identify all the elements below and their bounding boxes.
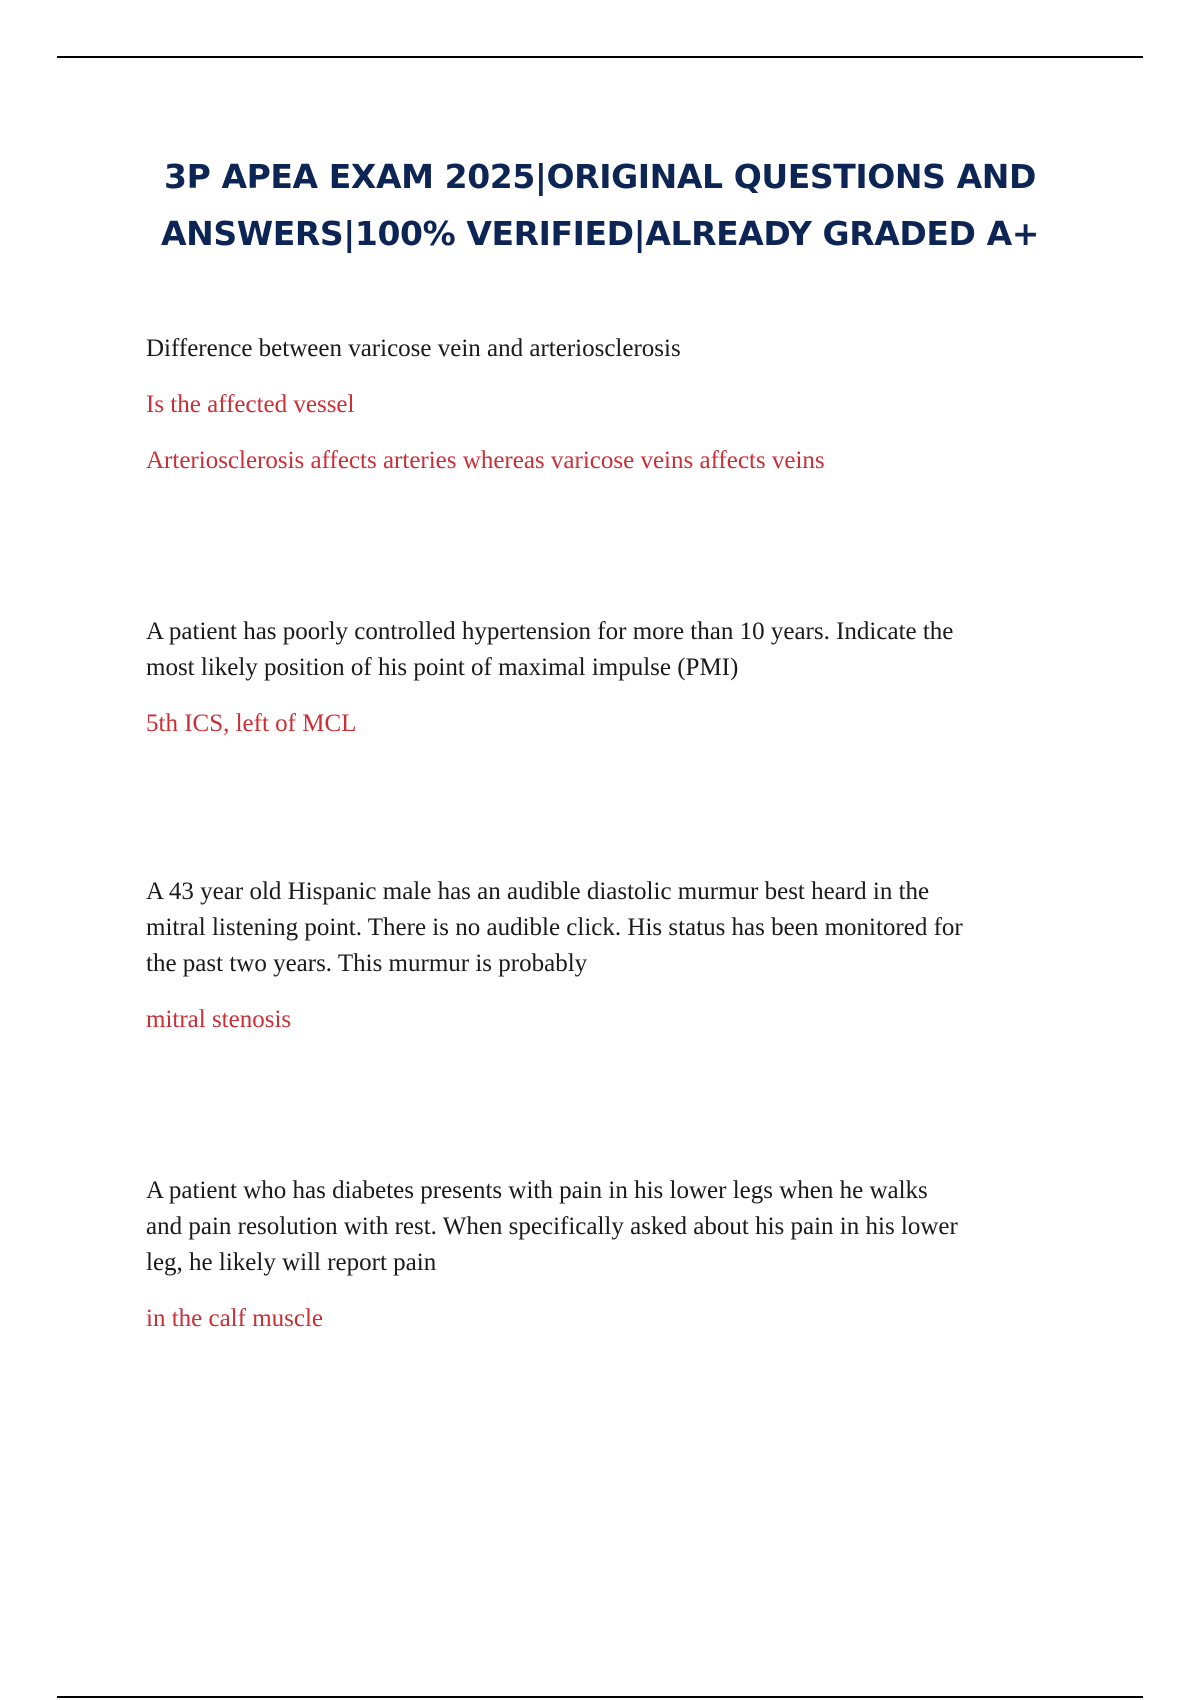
answer-1b: Arteriosclerosis affects arteries whereas varicose veins affects veins [146, 447, 825, 474]
question-3-line-1: A 43 year old Hispanic male has an audible diastolic murmur best heard in the [146, 878, 930, 905]
question-1: Difference between varicose vein and arteriosclerosis [146, 335, 681, 362]
question-2-line-1: A patient has poorly controlled hypertension for more than 10 years. Indicate the [146, 618, 954, 645]
document-title [100, 148, 1100, 262]
answer-3: mitral stenosis [146, 1006, 292, 1033]
title-line-1: 3P APEA EXAM 2025|ORIGINAL QUESTIONS AND [164, 157, 1036, 196]
top-horizontal-rule [57, 56, 1143, 58]
title-line-2: ANSWERS|100% VERIFIED|ALREADY GRADED A+ [161, 214, 1039, 253]
question-2 [146, 614, 1096, 686]
qa-item-3 [146, 874, 1096, 1038]
question-3-line-3: the past two years. This murmur is probably [146, 950, 588, 977]
question-2-line-2: most likely position of his point of maximal impulse (PMI) [146, 654, 739, 681]
question-4 [146, 1173, 1096, 1281]
bottom-horizontal-rule [57, 1696, 1143, 1698]
question-4-line-2: and pain resolution with rest. When specifically asked about his pain in his lower [146, 1213, 958, 1240]
question-3 [146, 874, 1096, 982]
qa-item-2 [146, 614, 1096, 742]
answer-2: 5th ICS, left of MCL [146, 710, 357, 737]
answer-4: in the calf muscle [146, 1305, 324, 1332]
question-3-line-2: mitral listening point. There is no audible click. His status has been monitored for [146, 914, 963, 941]
question-4-line-1: A patient who has diabetes presents with pain in his lower legs when he walks [146, 1177, 928, 1204]
answer-1a: Is the affected vessel [146, 391, 355, 418]
question-4-line-3: leg, he likely will report pain [146, 1249, 437, 1276]
qa-item-1 [146, 331, 1096, 479]
qa-item-4 [146, 1173, 1096, 1337]
